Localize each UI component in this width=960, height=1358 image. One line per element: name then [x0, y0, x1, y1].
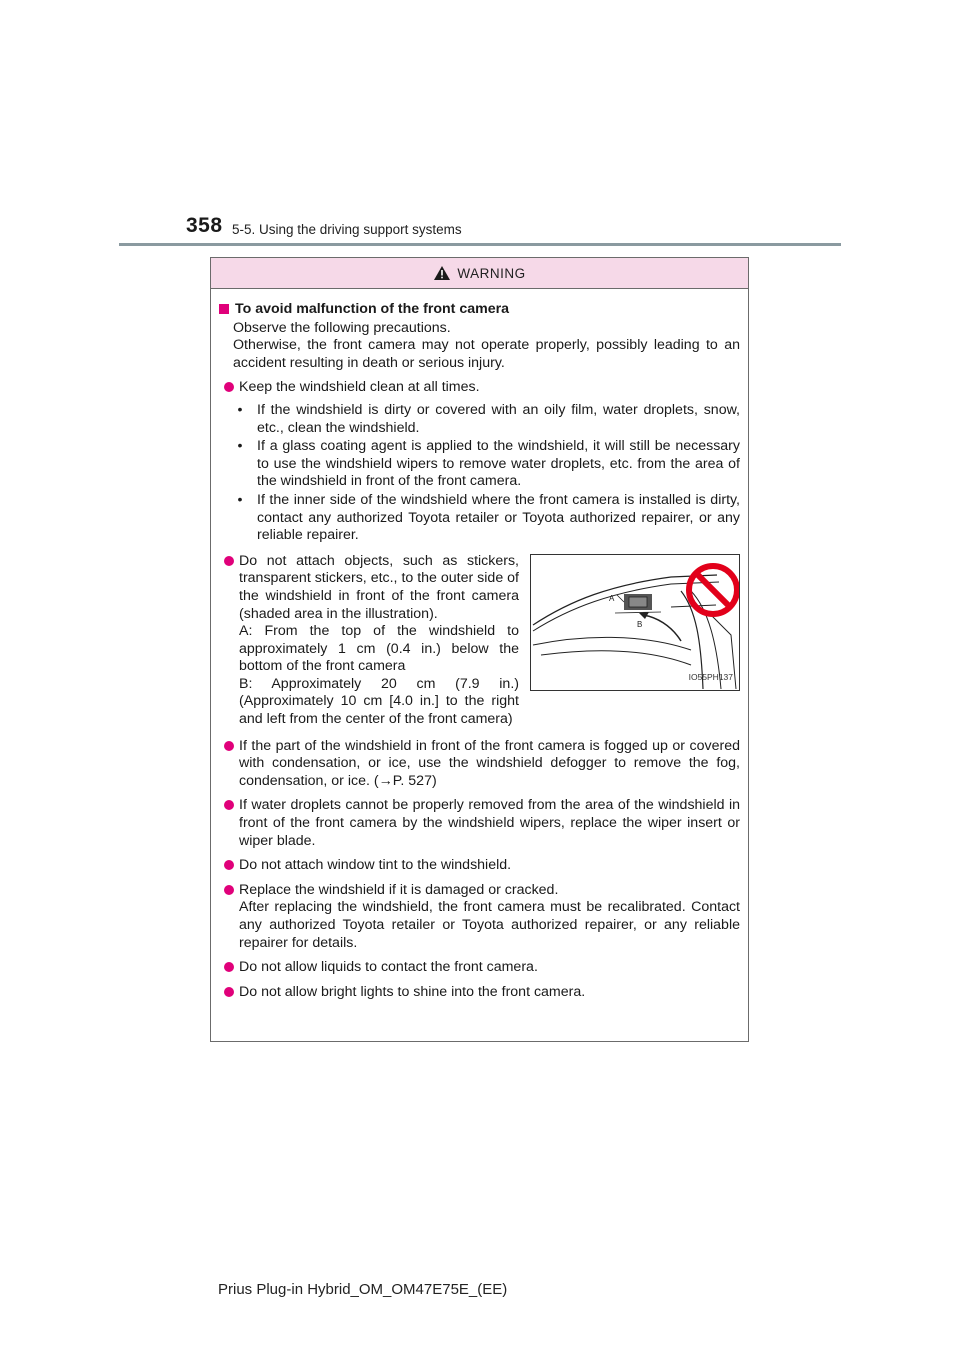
prohibition-icon [689, 566, 737, 614]
figure-text-block [239, 553, 519, 729]
circle-bullet-icon [224, 382, 234, 392]
sub-bullet-text: If the windshield is dirty or covered with an oily film, water droplets, snow, etc., clean the windshield. [257, 401, 740, 436]
bullet-text: If the part of the windshield in front of the front camera is fogged up or covered with condensation, or ice, use the windshield defogger to remove the fog, condensation, or ice. (→P. 527) [239, 737, 740, 789]
sub-bullet-item [219, 402, 740, 437]
circle-bullet-icon [224, 556, 234, 566]
sub-bullet-item [219, 492, 740, 545]
sub-bullet-dot: • [237, 438, 243, 455]
bullet-item [219, 984, 740, 1002]
figure-note-b: B: Approximately 20 cm (7.9 in.) (Approximately 10 cm [4.0 in.] to the right and left from the center of the front camera) [239, 675, 519, 728]
intro-line-2: Otherwise, the front camera may not operate properly, possibly leading to an accident resulting in death or serious injury. [233, 337, 740, 371]
circle-bullet-icon [224, 800, 234, 810]
bullet-text: Keep the windshield clean at all times. [239, 379, 480, 396]
warning-header [211, 258, 748, 289]
sub-bullet-item [219, 438, 740, 491]
square-bullet-icon [219, 304, 229, 314]
circle-bullet-icon [224, 962, 234, 972]
figure-code: IO55PH137 [688, 672, 733, 683]
figure-note-a: A: From the top of the windshield to approximately 1 cm (0.4 in.) below the bottom of the front camera [239, 623, 519, 675]
warning-box [210, 257, 749, 1042]
bullet-text: Do not allow bright lights to shine into the front camera. [239, 983, 586, 1000]
bullet-text: Do not allow liquids to contact the front camera. [239, 959, 538, 976]
circle-bullet-icon [224, 987, 234, 997]
bullet-text: Do not attach objects, such as stickers, transparent stickers, etc., to the outer side of the windshield in front of the front camera (shaded area in the illustration). [239, 552, 519, 622]
bullet-text: If water droplets cannot be properly removed from the area of the windshield in front of the front camera by the windshield wipers, replace the wiper insert or wiper blade. [239, 797, 740, 849]
bullet-text-block [239, 882, 740, 952]
bullet-text: After replacing the windshield, the front camera must be recalibrated. Contact any authorized Toyota retailer or Toyota authorized repairer, or any reliable repairer for details. [239, 899, 740, 951]
intro-line-1: Observe the following precautions. [233, 319, 451, 336]
sub-bullet-text: If the inner side of the windshield where the front camera is installed is dirty, contact any authorized Toyota retailer or Toyota authorized repairer, or any reliable repairer. [257, 491, 740, 544]
warning-label: WARNING [457, 265, 526, 281]
circle-bullet-icon [224, 885, 234, 895]
section-title: 5-5. Using the driving support systems [232, 222, 462, 237]
bullet-item [219, 738, 740, 791]
warning-body [211, 289, 748, 1001]
circle-bullet-icon [224, 741, 234, 751]
warning-heading-text: To avoid malfunction of the front camera [235, 301, 510, 317]
bullet-item [219, 959, 740, 977]
bullet-text: Replace the windshield if it is damaged or cracked. [239, 881, 559, 898]
bullet-text: Do not attach window tint to the windshield. [239, 857, 512, 874]
bullet-item [219, 797, 740, 850]
bullet-with-figure [219, 553, 740, 729]
bullet-item [219, 379, 740, 397]
circle-bullet-icon [224, 860, 234, 870]
sub-bullet-dot: • [237, 491, 243, 508]
page-number: 358 [186, 214, 223, 237]
sub-bullet-dot: • [237, 401, 243, 418]
bullet-item [219, 882, 740, 952]
warning-heading [219, 301, 740, 319]
footer-document-id: Prius Plug-in Hybrid_OM_OM47E75E_(EE) [218, 1281, 508, 1298]
bullet-item [219, 857, 740, 875]
sub-bullet-text: If a glass coating agent is applied to the windshield, it will still be necessary to use the windshield wipers to remove water droplets, etc. from the area of the windshield in front of the front camera. [257, 438, 740, 490]
figure-label-b: B [637, 619, 643, 629]
figure-label-a: A [609, 593, 615, 603]
windshield-illustration [530, 554, 740, 691]
warning-triangle-icon [433, 265, 451, 281]
header-rule [119, 243, 841, 246]
